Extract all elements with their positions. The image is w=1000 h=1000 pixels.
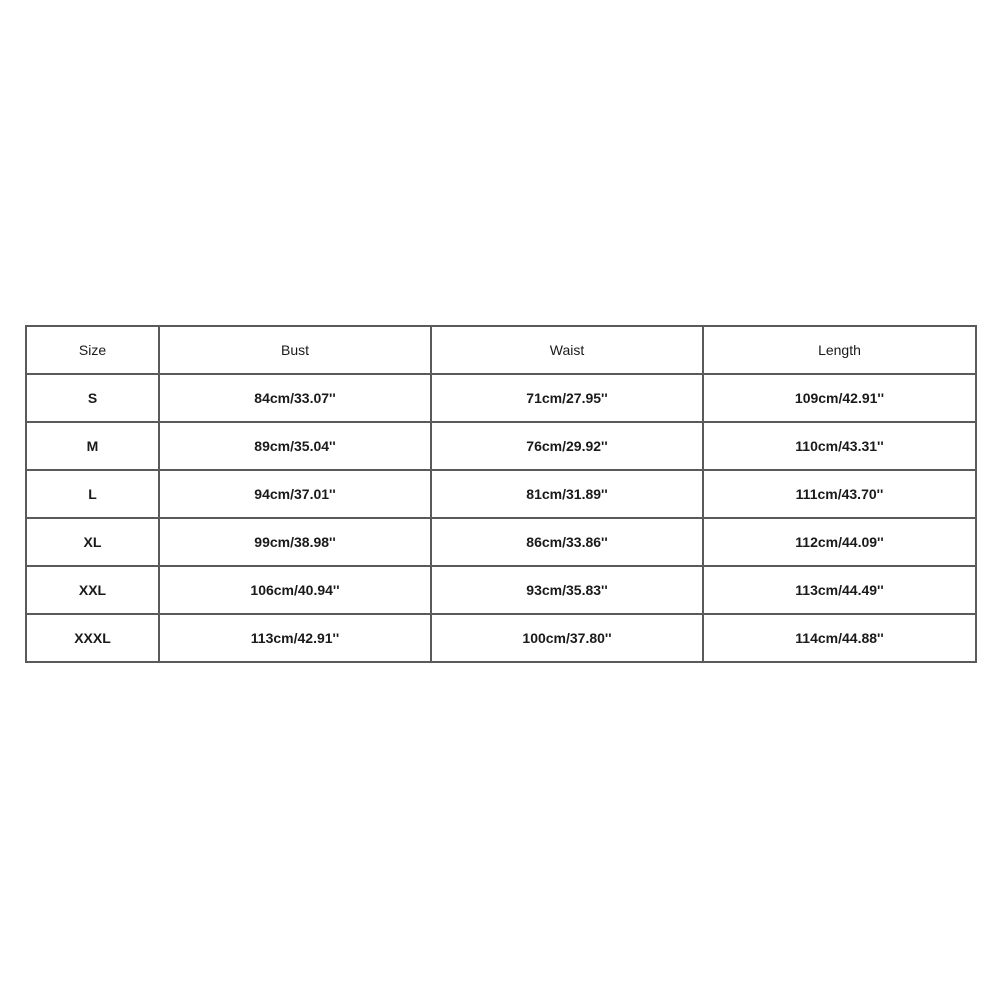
table-row xyxy=(26,374,976,422)
size-cell: L xyxy=(26,470,159,518)
size-cell: M xyxy=(26,422,159,470)
length-cell: 110cm/43.31'' xyxy=(703,422,976,470)
table-row xyxy=(26,614,976,662)
bust-cell: 84cm/33.07'' xyxy=(159,374,431,422)
bust-cell: 106cm/40.94'' xyxy=(159,566,431,614)
size-chart-table xyxy=(25,325,977,663)
bust-cell: 113cm/42.91'' xyxy=(159,614,431,662)
size-cell: XXXL xyxy=(26,614,159,662)
header-bust: Bust xyxy=(159,326,431,374)
length-cell: 111cm/43.70'' xyxy=(703,470,976,518)
bust-cell: 94cm/37.01'' xyxy=(159,470,431,518)
size-cell: S xyxy=(26,374,159,422)
header-size: Size xyxy=(26,326,159,374)
waist-cell: 93cm/35.83'' xyxy=(431,566,703,614)
table-row xyxy=(26,422,976,470)
length-cell: 113cm/44.49'' xyxy=(703,566,976,614)
bust-cell: 99cm/38.98'' xyxy=(159,518,431,566)
size-cell: XXL xyxy=(26,566,159,614)
bust-cell: 89cm/35.04'' xyxy=(159,422,431,470)
header-waist: Waist xyxy=(431,326,703,374)
waist-cell: 71cm/27.95'' xyxy=(431,374,703,422)
table-header-row xyxy=(26,326,976,374)
waist-cell: 100cm/37.80'' xyxy=(431,614,703,662)
waist-cell: 81cm/31.89'' xyxy=(431,470,703,518)
length-cell: 109cm/42.91'' xyxy=(703,374,976,422)
table-row xyxy=(26,518,976,566)
waist-cell: 76cm/29.92'' xyxy=(431,422,703,470)
size-cell: XL xyxy=(26,518,159,566)
table-row xyxy=(26,470,976,518)
header-length: Length xyxy=(703,326,976,374)
table-row xyxy=(26,566,976,614)
waist-cell: 86cm/33.86'' xyxy=(431,518,703,566)
length-cell: 114cm/44.88'' xyxy=(703,614,976,662)
length-cell: 112cm/44.09'' xyxy=(703,518,976,566)
